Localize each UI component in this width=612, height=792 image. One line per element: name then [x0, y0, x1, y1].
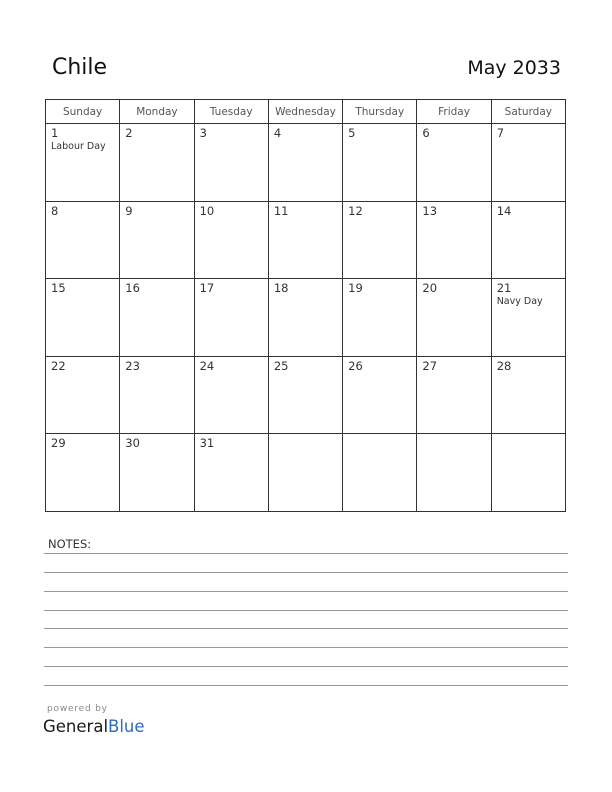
day-cell[interactable] [417, 124, 491, 202]
country-title: Chile [52, 55, 108, 80]
weekday-saturday: Saturday [491, 100, 565, 124]
day-number: 1 [51, 126, 59, 140]
calendar-grid [45, 99, 566, 512]
day-number: 9 [125, 203, 133, 218]
note-line[interactable] [44, 553, 568, 554]
day-cell[interactable] [343, 124, 417, 202]
day-cell[interactable] [46, 124, 120, 202]
day-cell[interactable] [46, 356, 120, 434]
day-cell[interactable] [194, 356, 268, 434]
note-line[interactable] [44, 610, 568, 611]
day-number: 6 [422, 126, 430, 140]
day-number: 11 [273, 203, 289, 218]
day-cell[interactable] [491, 279, 565, 357]
day-number: 15 [51, 281, 66, 296]
day-cell[interactable] [46, 201, 120, 279]
day-number: 17 [199, 281, 215, 296]
day-cell[interactable] [491, 124, 565, 202]
day-cell[interactable] [417, 434, 491, 512]
notes-label: NOTES: [48, 537, 92, 551]
brand-general: General [43, 717, 109, 736]
day-cell[interactable] [491, 434, 565, 512]
weekday-sunday: Sunday [46, 100, 120, 124]
day-number: 29 [51, 436, 66, 451]
day-number: 8 [51, 203, 59, 218]
day-cell[interactable] [343, 279, 417, 357]
day-cell[interactable] [268, 279, 342, 357]
day-cell[interactable] [417, 201, 491, 279]
generalblue-logo [43, 717, 145, 736]
note-line[interactable] [44, 666, 568, 667]
day-cell[interactable] [343, 434, 417, 512]
day-number: 4 [273, 126, 282, 140]
day-cell[interactable] [268, 124, 342, 202]
note-line[interactable] [44, 572, 568, 573]
day-number: 20 [422, 281, 438, 296]
holiday-label: Navy Day [496, 296, 543, 308]
week-row [46, 279, 566, 357]
day-number: 16 [125, 281, 140, 296]
note-line[interactable] [44, 685, 568, 686]
week-row [46, 124, 566, 202]
day-number: 24 [199, 358, 215, 373]
weekday-thursday: Thursday [343, 100, 417, 124]
day-cell[interactable] [194, 124, 268, 202]
weekday-tuesday: Tuesday [194, 100, 268, 124]
day-number: 21 [496, 281, 512, 296]
day-cell[interactable] [194, 201, 268, 279]
powered-by-text: powered by [47, 704, 108, 714]
note-line[interactable] [44, 628, 568, 629]
day-number: 14 [496, 203, 512, 218]
day-number: 31 [199, 436, 215, 451]
day-number: 27 [422, 358, 438, 373]
day-number: 28 [496, 358, 512, 373]
day-cell[interactable] [268, 434, 342, 512]
month-year-title: May 2033 [467, 57, 561, 79]
holiday-label: Labour Day [51, 141, 106, 152]
day-cell[interactable] [120, 356, 194, 434]
day-number: 30 [125, 436, 140, 451]
day-cell[interactable] [491, 356, 565, 434]
day-number: 26 [348, 358, 363, 373]
day-number: 23 [125, 358, 140, 373]
brand-blue: Blue [108, 717, 145, 736]
day-cell[interactable] [491, 201, 565, 279]
day-number: 5 [348, 126, 356, 140]
day-cell[interactable] [268, 356, 342, 434]
note-line[interactable] [44, 647, 568, 648]
day-cell[interactable] [120, 124, 194, 202]
day-cell[interactable] [417, 356, 491, 434]
note-line[interactable] [44, 591, 568, 592]
weekday-friday: Friday [417, 100, 491, 124]
day-cell[interactable] [194, 434, 268, 512]
day-number: 13 [422, 203, 438, 218]
day-number: 2 [125, 126, 133, 140]
day-cell[interactable] [343, 201, 417, 279]
day-cell[interactable] [120, 279, 194, 357]
day-number: 12 [348, 203, 363, 218]
day-number: 3 [199, 126, 207, 140]
day-cell[interactable] [194, 279, 268, 357]
day-number: 7 [496, 126, 505, 140]
day-number: 10 [199, 203, 215, 218]
day-cell[interactable] [46, 434, 120, 512]
weekday-monday: Monday [120, 100, 194, 124]
weekday-header-row [46, 100, 566, 124]
day-cell[interactable] [417, 279, 491, 357]
week-row [46, 434, 566, 512]
day-number: 25 [273, 358, 289, 373]
day-cell[interactable] [343, 356, 417, 434]
day-number: 19 [348, 281, 363, 296]
day-cell[interactable] [120, 201, 194, 279]
day-number: 22 [51, 358, 66, 373]
calendar-body [46, 124, 566, 512]
day-cell[interactable] [268, 201, 342, 279]
week-row [46, 201, 566, 279]
day-number: 18 [273, 281, 289, 296]
day-cell[interactable] [46, 279, 120, 357]
day-cell[interactable] [120, 434, 194, 512]
weekday-wednesday: Wednesday [268, 100, 342, 124]
week-row [46, 356, 566, 434]
